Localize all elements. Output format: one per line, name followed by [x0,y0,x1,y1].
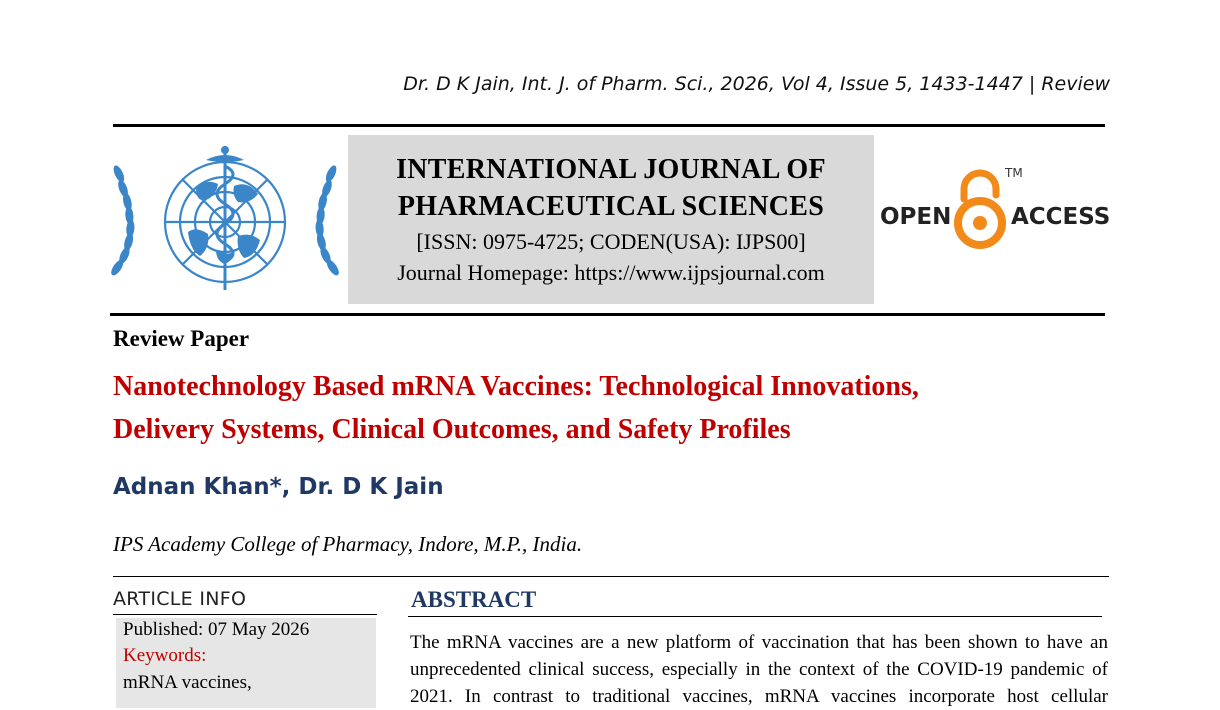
trademark-label: TM [1005,166,1023,180]
abstract-line: 2021. In contrast to traditional vaccines, mRNA vaccines incorporate host cellular [410,686,1108,707]
keyword-item: mRNA vaccines, [123,672,252,693]
journal-name-line-1: INTERNATIONAL JOURNAL OF [396,154,826,185]
abstract-heading: ABSTRACT [411,587,537,612]
open-access-badge [878,165,1110,253]
keywords-label: Keywords: [123,645,207,666]
article-info-rule [113,614,377,615]
published-date: Published: 07 May 2026 [123,619,310,640]
journal-homepage: Journal Homepage: https://www.ijpsjournal.com [397,260,825,285]
journal-name [348,151,874,225]
section-divider [113,576,1109,577]
paper-title [113,365,1103,451]
header-top-rule [113,124,1105,127]
article-info-box [116,618,376,708]
header-citation: Dr. D K Jain, Int. J. of Pharm. Sci., 2026, Vol 4, Issue 5, 1433-1447 | Review [403,73,1110,95]
open-label: OPEN [880,204,952,230]
journal-name-line-2: PHARMACEUTICAL SCIENCES [397,191,825,222]
journal-title-box [348,135,874,304]
abstract-body [410,629,1108,710]
journal-emblem-logo [126,140,326,306]
authors: Adnan Khan*, Dr. D K Jain [113,474,444,500]
open-lock-icon [958,173,1002,245]
paper-type: Review Paper [113,326,250,351]
abstract-rule [408,616,1102,617]
affiliation: IPS Academy College of Pharmacy, Indore, M.P., India. [113,532,583,556]
abstract-line: The mRNA vaccines are a new platform of vaccination that has been shown to have an [410,632,1108,653]
paper-title-line-1: Nanotechnology Based mRNA Vaccines: Technological Innovations, [113,371,919,402]
article-info-heading: ARTICLE INFO [113,588,247,610]
globe-caduceus-emblem-icon [126,140,326,306]
header-bottom-rule [110,313,1105,316]
paper-title-line-2: Delivery Systems, Clinical Outcomes, and Safety Profiles [113,414,791,445]
journal-issn: [ISSN: 0975-4725; CODEN(USA): IJPS00] [416,229,806,254]
access-label: ACCESS [1011,204,1111,230]
abstract-line: unprecedented clinical success, especially in the context of the COVID-19 pandemic of [410,659,1108,680]
